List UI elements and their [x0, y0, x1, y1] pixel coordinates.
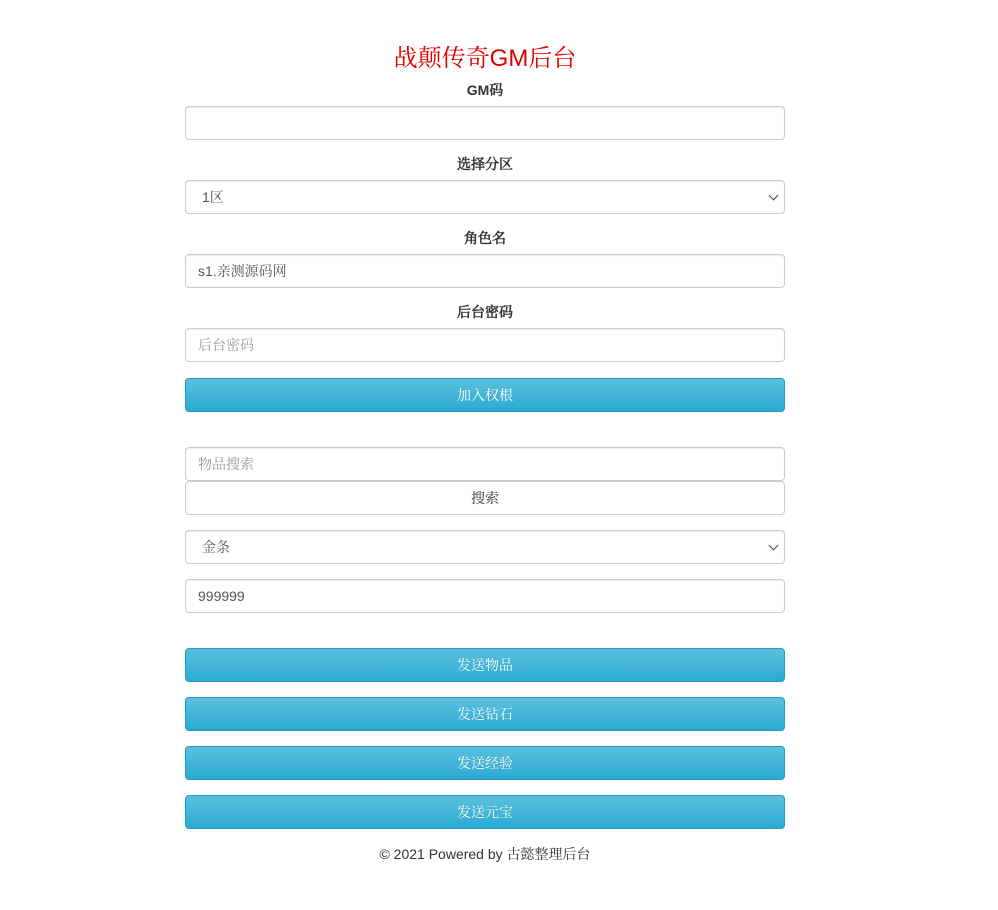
- send-diamond-button[interactable]: 发送钻石: [185, 697, 785, 731]
- gm-panel: [185, 0, 785, 864]
- gm-code-label: GM码: [466, 82, 504, 98]
- admin-password-input[interactable]: [185, 328, 785, 362]
- footer-copyright: © 2021 Powered by 古懿整理后台: [379, 846, 591, 862]
- send-item-button[interactable]: 发送物品: [185, 648, 785, 682]
- server-select[interactable]: [185, 180, 785, 214]
- gm-code-input[interactable]: [185, 106, 785, 140]
- grant-permission-button[interactable]: 加入权根: [185, 378, 785, 412]
- item-select-value: 金条: [185, 530, 785, 564]
- server-select-value: 1区: [185, 180, 785, 214]
- admin-password-label: 后台密码: [457, 304, 513, 320]
- item-select[interactable]: [185, 530, 785, 564]
- role-label: 角色名: [464, 230, 506, 246]
- item-search-input[interactable]: [185, 447, 785, 481]
- send-yuanbao-button[interactable]: 发送元宝: [185, 795, 785, 829]
- item-search-button[interactable]: 搜索: [185, 481, 785, 515]
- page-title: 战颠传奇GM后台: [393, 45, 577, 72]
- role-name-input[interactable]: [185, 254, 785, 288]
- quantity-input[interactable]: [185, 579, 785, 613]
- server-label: 选择分区: [457, 156, 513, 172]
- send-exp-button[interactable]: 发送经验: [185, 746, 785, 780]
